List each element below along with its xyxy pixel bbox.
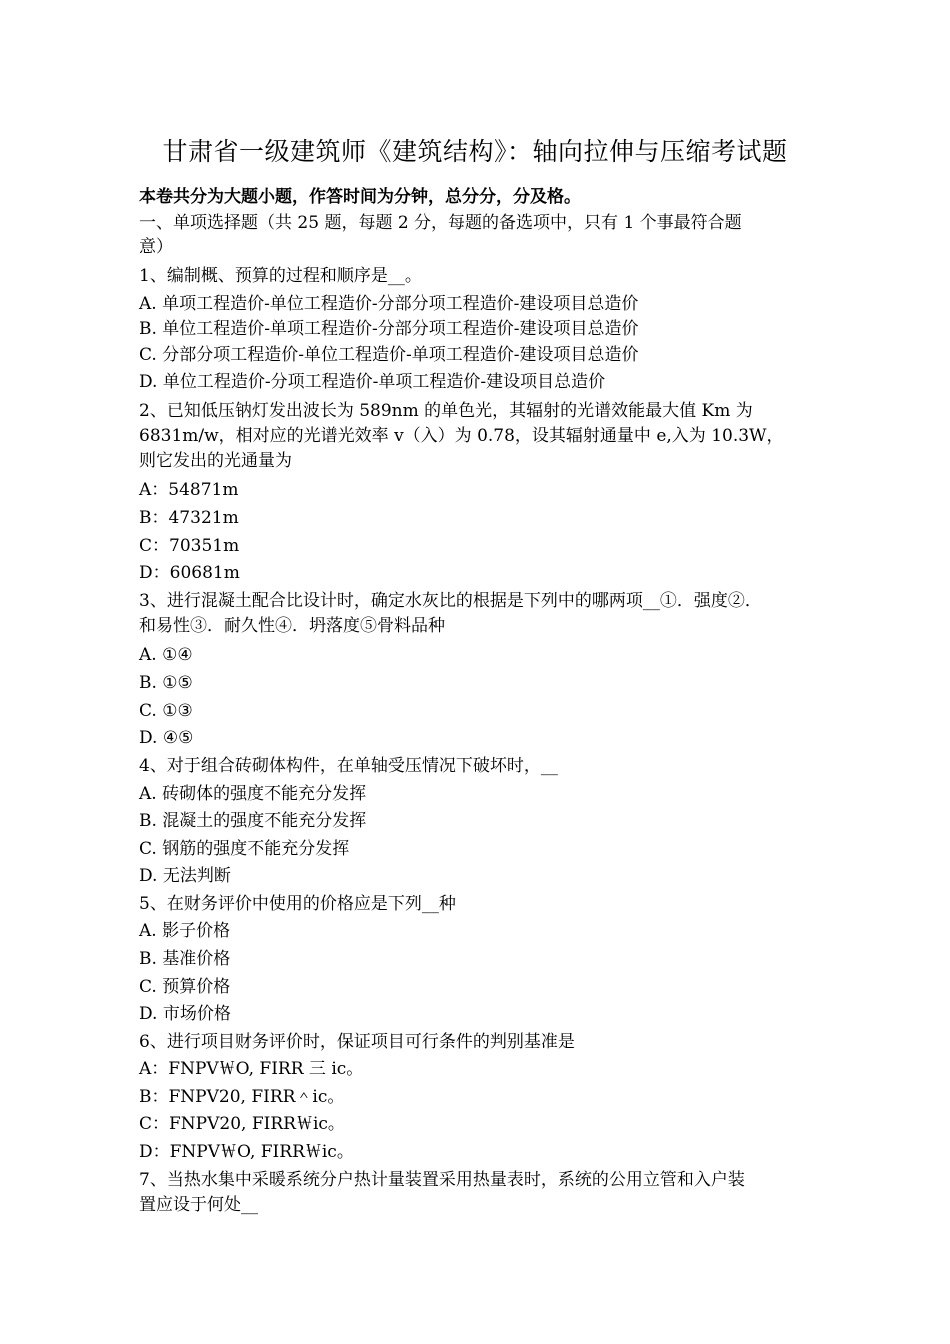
section-heading-line: 一、单项选择题（共 25 题，每题 2 分，每题的备选项中，只有 1 个事最符合题	[139, 213, 742, 233]
answer-option: C：70351m	[139, 536, 240, 556]
answer-option: B. 基准价格	[139, 949, 231, 969]
answer-option: B. ①⑤	[139, 673, 193, 693]
answer-option: A. 影子价格	[139, 921, 231, 941]
question-stem: 2、已知低压钠灯发出波长为 589nm 的单色光，其辐射的光谱效能最大值 Km 为	[139, 401, 753, 421]
answer-option: D：FNPV￦O, FIRR￦ic。	[139, 1142, 354, 1162]
answer-option: C：FNPV20, FIRR￦ic。	[139, 1114, 345, 1134]
answer-option: C. ①③	[139, 701, 193, 721]
answer-option: A. 单项工程造价-单位工程造价-分部分项工程造价-建设项目总造价	[139, 294, 639, 314]
question-stem: 则它发出的光通量为	[139, 451, 292, 471]
question-stem: 6、进行项目财务评价时，保证项目可行条件的判别基准是	[139, 1032, 575, 1052]
answer-option: B. 单位工程造价-单项工程造价-分部分项工程造价-建设项目总造价	[139, 319, 639, 339]
answer-option: B：FNPV20, FIRR＾ic。	[139, 1087, 345, 1107]
document-title: 甘肃省一级建筑师《建筑结构》：轴向拉伸与压缩考试题	[162, 137, 788, 166]
answer-option: D. ④⑤	[139, 728, 194, 748]
answer-option: D. 市场价格	[139, 1004, 231, 1024]
answer-option: B：47321m	[139, 508, 239, 528]
answer-option: C. 钢筋的强度不能充分发挥	[139, 839, 350, 859]
question-stem: 3、进行混凝土配合比设计时，确定水灰比的根据是下列中的哪两项__①．强度②．	[139, 591, 762, 611]
section-heading-line: 意）	[139, 237, 173, 257]
answer-option: D. 单位工程造价-分项工程造价-单项工程造价-建设项目总造价	[139, 372, 606, 392]
answer-option: B. 混凝土的强度不能充分发挥	[139, 811, 367, 831]
question-stem: 5、在财务评价中使用的价格应是下列__种	[139, 894, 456, 914]
answer-option: A. 砖砌体的强度不能充分发挥	[139, 784, 367, 804]
question-stem: 7、当热水集中采暖系统分户热计量装置采用热量表时，系统的公用立管和入户装	[139, 1170, 745, 1190]
exam-intro: 本卷共分为大题小题，作答时间为分钟，总分分，分及格。	[139, 187, 581, 207]
answer-option: D. 无法判断	[139, 866, 231, 886]
answer-option: C. 分部分项工程造价-单位工程造价-单项工程造价-建设项目总造价	[139, 345, 639, 365]
question-stem: 6831m/w，相对应的光谱光效率 v（入）为 0.78，设其辐射通量中 e,入为 10.3W，	[139, 426, 784, 446]
answer-option: A：FNPV￦O, FIRR 三 ic。	[139, 1059, 364, 1079]
answer-option: A：54871m	[139, 480, 239, 500]
question-stem: 4、对于组合砖砌体构件，在单轴受压情况下破坏时，__	[139, 756, 558, 776]
question-stem: 1、编制概、预算的过程和顺序是__。	[139, 266, 422, 286]
question-stem: 置应设于何处__	[139, 1195, 258, 1215]
answer-option: C. 预算价格	[139, 977, 231, 997]
question-stem: 和易性③．耐久性④．坍落度⑤骨料品种	[139, 616, 445, 636]
answer-option: D：60681m	[139, 563, 240, 583]
answer-option: A. ①④	[139, 645, 193, 665]
